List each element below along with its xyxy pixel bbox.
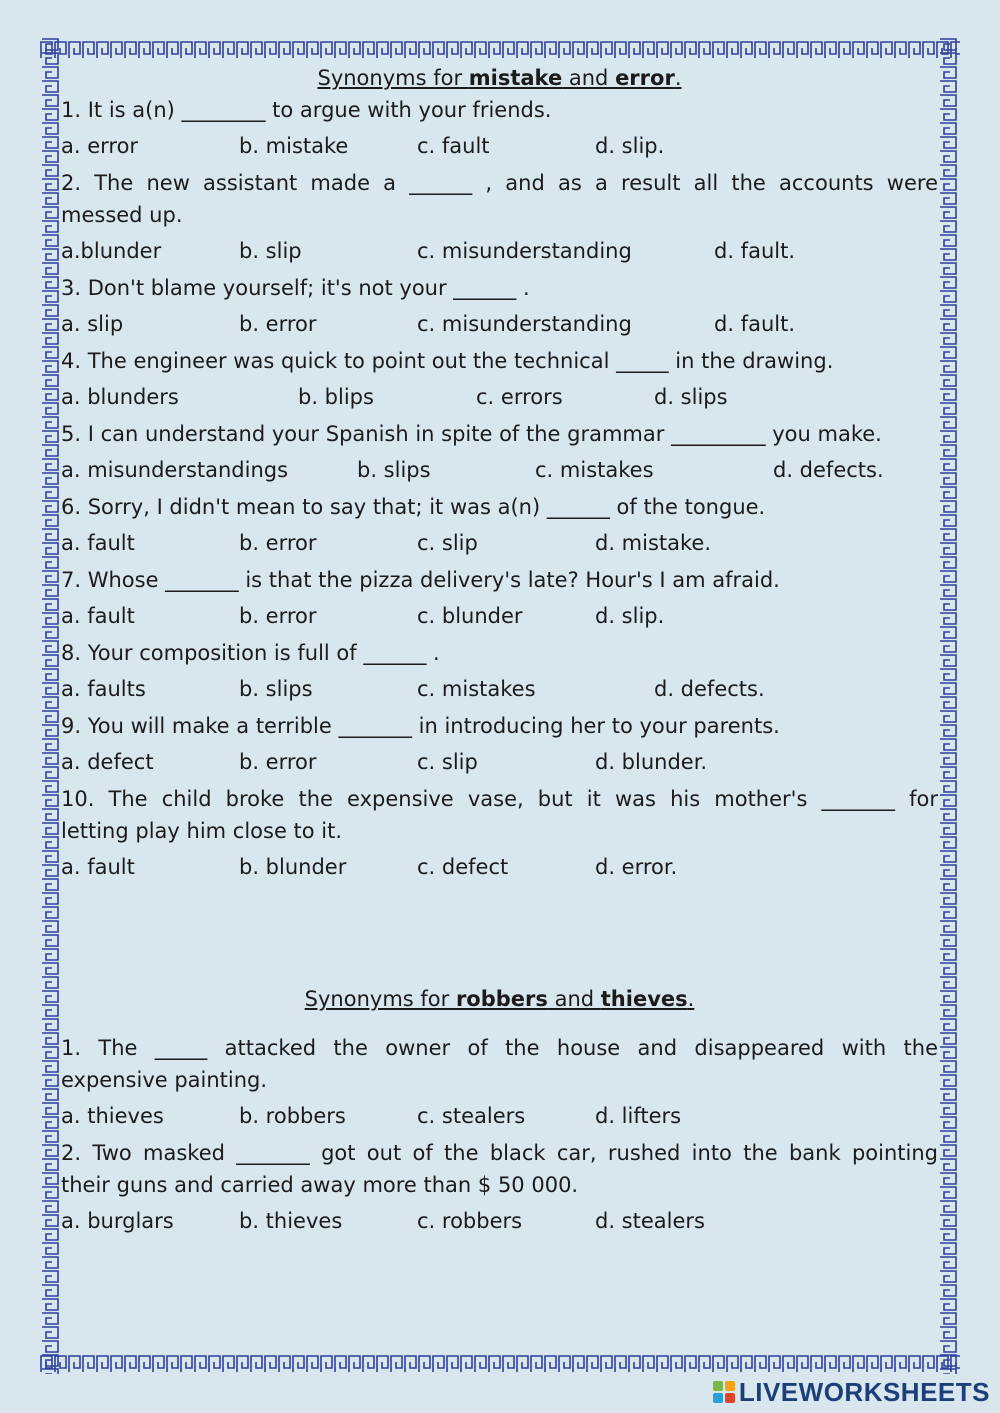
option-a[interactable]: a. fault bbox=[61, 531, 135, 555]
options-3 bbox=[61, 304, 938, 345]
option-d[interactable]: d. defects. bbox=[654, 677, 765, 701]
greek-key-border-bottom bbox=[40, 1352, 960, 1374]
options-8 bbox=[61, 669, 938, 710]
option-b[interactable]: b. mistake bbox=[239, 134, 349, 158]
option-a[interactable]: a. faults bbox=[61, 677, 146, 701]
option-c[interactable]: c. stealers bbox=[417, 1104, 526, 1128]
question-10: 10. The child broke the expensive vase, but it was his mother's _______ for letting play him close to it. bbox=[61, 787, 938, 843]
question-8: 8. Your composition is full of ______ . bbox=[61, 641, 440, 665]
logo-text: LIVEWORKSHEETS bbox=[738, 1376, 990, 1407]
question-6: 6. Sorry, I didn't mean to say that; it was a(n) ______ of the tongue. bbox=[61, 495, 766, 519]
s2-question-1: 1. The _____ attacked the owner of the house and disappeared with the expensive painting. bbox=[61, 1036, 938, 1092]
option-b[interactable]: b. error bbox=[239, 312, 317, 336]
options-9 bbox=[61, 742, 938, 783]
option-b[interactable]: b. error bbox=[239, 531, 317, 555]
option-d[interactable]: d. slips bbox=[654, 385, 728, 409]
greek-key-border-right bbox=[938, 38, 960, 1374]
option-a[interactable]: a. fault bbox=[61, 604, 135, 628]
option-b[interactable]: b. blips bbox=[298, 385, 374, 409]
option-c[interactable]: c. mistakes bbox=[417, 677, 536, 701]
option-b[interactable]: b. blunder bbox=[239, 855, 347, 879]
s2-question-2: 2. Two masked _______ got out of the black car, rushed into the bank pointing their guns and carried away more than $ 50 000. bbox=[61, 1141, 938, 1197]
option-c[interactable]: c. mistakes bbox=[535, 458, 654, 482]
question-7: 7. Whose _______ is that the pizza delivery's late? Hour's I am afraid. bbox=[61, 568, 780, 592]
options-4 bbox=[61, 377, 938, 418]
question-9: 9. You will make a terrible _______ in introducing her to your parents. bbox=[61, 714, 780, 738]
s2-options-1 bbox=[61, 1096, 938, 1137]
option-d[interactable]: d. slip. bbox=[595, 604, 665, 628]
option-d[interactable]: d. lifters bbox=[595, 1104, 682, 1128]
option-c[interactable]: c. robbers bbox=[417, 1209, 523, 1233]
liveworksheets-icon bbox=[713, 1381, 735, 1403]
question-1: 1. It is a(n) ________ to argue with your friends. bbox=[61, 98, 552, 122]
option-c[interactable]: c. misunderstanding bbox=[417, 312, 632, 336]
question-5: 5. I can understand your Spanish in spite of the grammar _________ you make. bbox=[61, 422, 882, 446]
s2-options-2 bbox=[61, 1201, 938, 1242]
section1-title: Synonyms for mistake and error. bbox=[317, 66, 682, 90]
option-a[interactable]: a. blunders bbox=[61, 385, 179, 409]
option-a[interactable]: a. burglars bbox=[61, 1209, 174, 1233]
option-c[interactable]: c. misunderstanding bbox=[417, 239, 632, 263]
option-a[interactable]: a. defect bbox=[61, 750, 154, 774]
option-a[interactable]: a. error bbox=[61, 134, 139, 158]
option-c[interactable]: c. defect bbox=[417, 855, 509, 879]
worksheet-content bbox=[61, 62, 938, 1242]
option-d[interactable]: d. mistake. bbox=[595, 531, 712, 555]
option-b[interactable]: b. error bbox=[239, 604, 317, 628]
option-c[interactable]: c. errors bbox=[476, 385, 563, 409]
option-b[interactable]: b. slips bbox=[357, 458, 431, 482]
options-10 bbox=[61, 847, 938, 888]
option-c[interactable]: c. slip bbox=[417, 531, 478, 555]
option-a[interactable]: a.blunder bbox=[61, 239, 162, 263]
option-a[interactable]: a. thieves bbox=[61, 1104, 164, 1128]
option-b[interactable]: b. thieves bbox=[239, 1209, 343, 1233]
options-7 bbox=[61, 596, 938, 637]
options-1 bbox=[61, 126, 938, 167]
option-a[interactable]: a. slip bbox=[61, 312, 124, 336]
liveworksheets-logo bbox=[713, 1377, 990, 1407]
option-d[interactable]: d. slip. bbox=[595, 134, 665, 158]
question-2: 2. The new assistant made a ______ , and as a result all the accounts were messed up. bbox=[61, 171, 938, 227]
option-a[interactable]: a. misunderstandings bbox=[61, 458, 289, 482]
option-a[interactable]: a. fault bbox=[61, 855, 135, 879]
options-5 bbox=[61, 450, 938, 491]
question-3: 3. Don't blame yourself; it's not your ______ . bbox=[61, 276, 530, 300]
option-d[interactable]: d. error. bbox=[595, 855, 678, 879]
option-b[interactable]: b. robbers bbox=[239, 1104, 346, 1128]
option-d[interactable]: d. fault. bbox=[714, 239, 795, 263]
option-c[interactable]: c. fault bbox=[417, 134, 490, 158]
option-d[interactable]: d. defects. bbox=[773, 458, 884, 482]
question-4: 4. The engineer was quick to point out the technical _____ in the drawing. bbox=[61, 349, 834, 373]
option-b[interactable]: b. error bbox=[239, 750, 317, 774]
section2-title: Synonyms for robbers and thieves. bbox=[304, 987, 695, 1011]
option-d[interactable]: d. blunder. bbox=[595, 750, 708, 774]
greek-key-border-left bbox=[40, 38, 62, 1374]
option-d[interactable]: d. fault. bbox=[714, 312, 795, 336]
option-d[interactable]: d. stealers bbox=[595, 1209, 705, 1233]
option-c[interactable]: c. blunder bbox=[417, 604, 523, 628]
options-2 bbox=[61, 231, 938, 272]
option-b[interactable]: b. slips bbox=[239, 677, 313, 701]
options-6 bbox=[61, 523, 938, 564]
option-b[interactable]: b. slip bbox=[239, 239, 302, 263]
greek-key-border-top bbox=[40, 38, 960, 60]
option-c[interactable]: c. slip bbox=[417, 750, 478, 774]
